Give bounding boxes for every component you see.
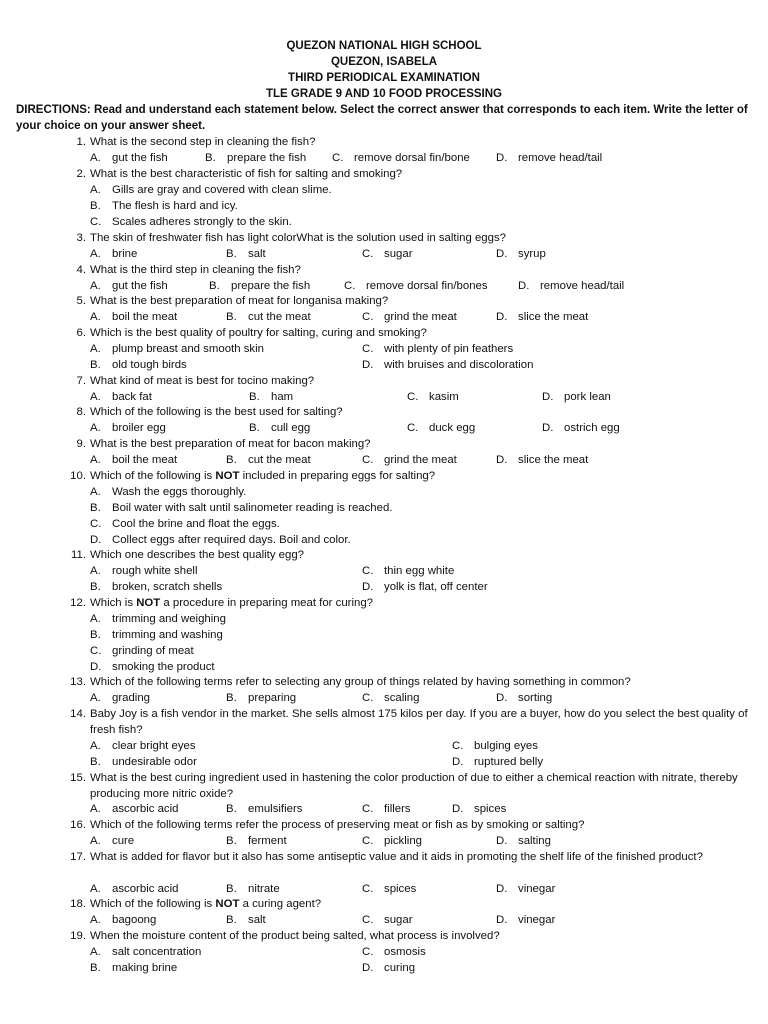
option-text: back fat bbox=[112, 391, 152, 403]
option-letter: D. bbox=[496, 311, 508, 323]
question-number: 3. bbox=[76, 232, 86, 244]
answer-option bbox=[362, 881, 416, 897]
question-text: Which of the following terms refer to selecting any group of things related by having something in common? bbox=[90, 676, 631, 688]
answer-option bbox=[362, 452, 457, 468]
answer-option bbox=[362, 801, 411, 817]
question-text: Which of the following is NOT included in preparing eggs for salting? bbox=[90, 470, 436, 482]
answer-option bbox=[362, 579, 488, 595]
question-number: 11. bbox=[71, 549, 86, 561]
answer-option bbox=[90, 563, 197, 579]
option-letter: B. bbox=[226, 914, 237, 926]
question-text: Which is the best quality of poultry for salting, curing and smoking? bbox=[90, 327, 427, 339]
question-text: Which of the following is NOT a curing agent? bbox=[90, 898, 322, 910]
option-letter: A. bbox=[90, 343, 101, 355]
answer-option bbox=[496, 912, 555, 928]
answer-option bbox=[90, 341, 264, 357]
option-text: syrup bbox=[518, 248, 546, 260]
option-text: Wash the eggs thoroughly. bbox=[112, 486, 247, 498]
answer-option bbox=[226, 690, 296, 706]
option-text: slice the meat bbox=[518, 454, 589, 466]
option-letter: C. bbox=[344, 280, 356, 292]
option-text: salting bbox=[518, 835, 551, 847]
option-text: emulsifiers bbox=[248, 803, 303, 815]
option-text: Collect eggs after required days. Boil and color. bbox=[112, 534, 351, 546]
option-text: Scales adheres strongly to the skin. bbox=[112, 216, 292, 228]
option-text: gut the fish bbox=[112, 280, 168, 292]
emphasis-not: NOT bbox=[215, 470, 240, 482]
option-letter: C. bbox=[362, 692, 374, 704]
option-letter: C. bbox=[90, 645, 102, 657]
answer-option bbox=[90, 690, 150, 706]
option-text: boil the meat bbox=[112, 311, 178, 323]
answer-option bbox=[226, 246, 266, 262]
directions bbox=[16, 102, 751, 134]
question-text: What kind of meat is best for tocino making? bbox=[90, 375, 315, 387]
option-letter: C. bbox=[90, 518, 102, 530]
option-text: spices bbox=[474, 803, 507, 815]
option-text: Cool the brine and float the eggs. bbox=[112, 518, 280, 530]
answer-option bbox=[226, 452, 311, 468]
option-text: duck egg bbox=[429, 422, 476, 434]
subject-title: TLE GRADE 9 AND 10 FOOD PROCESSING bbox=[266, 88, 502, 100]
option-text: Gills are gray and covered with clean slime. bbox=[112, 184, 332, 196]
option-text: ruptured belly bbox=[474, 756, 544, 768]
option-letter: D. bbox=[362, 962, 374, 974]
option-letter: D. bbox=[362, 581, 374, 593]
option-letter: D. bbox=[542, 422, 554, 434]
answer-option bbox=[362, 960, 415, 976]
option-text: with plenty of pin feathers bbox=[384, 343, 514, 355]
answer-option bbox=[496, 452, 588, 468]
answer-option bbox=[362, 690, 419, 706]
question-text: What is the best preparation of meat for longanisa making? bbox=[90, 295, 389, 307]
option-letter: A. bbox=[90, 692, 101, 704]
answer-option bbox=[362, 341, 513, 357]
question-text: What is the best curing ingredient used in hastening the color production of due to either a chemical reaction with nitrate, thereby producing more nitric oxide? bbox=[90, 772, 738, 800]
answer-option bbox=[90, 944, 201, 960]
option-text: grind the meat bbox=[384, 454, 457, 466]
question-text: Which of the following terms refer the process of preserving meat or fish as by smoking or salting? bbox=[90, 819, 585, 831]
answer-option bbox=[90, 912, 156, 928]
option-letter: A. bbox=[90, 391, 101, 403]
option-text: ascorbic acid bbox=[112, 803, 179, 815]
option-text: ham bbox=[271, 391, 294, 403]
option-letter: C. bbox=[362, 565, 374, 577]
option-text: cut the meat bbox=[248, 454, 311, 466]
option-text: fillers bbox=[384, 803, 411, 815]
option-text: cure bbox=[112, 835, 135, 847]
option-letter: D. bbox=[90, 661, 102, 673]
option-letter: B. bbox=[205, 152, 216, 164]
option-letter: B. bbox=[226, 803, 237, 815]
answer-option bbox=[90, 150, 168, 166]
question-text: What is added for flavor but it also has some antiseptic value and it aids in promoting the shelf life of the finished product? bbox=[90, 851, 703, 863]
question-number: 1. bbox=[76, 136, 86, 148]
option-letter: B. bbox=[226, 692, 237, 704]
option-letter: C. bbox=[362, 803, 374, 815]
option-text: remove dorsal fin/bone bbox=[354, 152, 470, 164]
option-letter: A. bbox=[90, 486, 101, 498]
option-letter: A. bbox=[90, 565, 101, 577]
answer-option bbox=[496, 150, 602, 166]
option-text: grinding of meat bbox=[112, 645, 194, 657]
option-letter: B. bbox=[226, 311, 237, 323]
answer-option bbox=[452, 754, 543, 770]
option-text: salt bbox=[248, 248, 266, 260]
option-letter: B. bbox=[90, 581, 101, 593]
question-text: What is the second step in cleaning the fish? bbox=[90, 136, 316, 148]
answer-option bbox=[496, 881, 555, 897]
option-letter: A. bbox=[90, 184, 101, 196]
answer-option bbox=[90, 754, 197, 770]
option-text: with bruises and discoloration bbox=[384, 359, 534, 371]
option-text: osmosis bbox=[384, 946, 426, 958]
option-letter: B. bbox=[249, 422, 260, 434]
option-text: trimming and weighing bbox=[112, 613, 226, 625]
option-text: remove head/tail bbox=[540, 280, 625, 292]
option-letter: B. bbox=[90, 200, 101, 212]
answer-option bbox=[452, 738, 538, 754]
option-text: ferment bbox=[248, 835, 287, 847]
option-letter: B. bbox=[90, 502, 101, 514]
option-text: remove dorsal fin/bones bbox=[366, 280, 488, 292]
question-text: Which is NOT a procedure in preparing meat for curing? bbox=[90, 597, 373, 609]
question-number: 9. bbox=[76, 438, 86, 450]
option-text: smoking the product bbox=[112, 661, 215, 673]
question-text: The skin of freshwater fish has light colorWhat is the solution used in salting eggs? bbox=[90, 232, 506, 244]
option-letter: A. bbox=[90, 803, 101, 815]
option-text: plump breast and smooth skin bbox=[112, 343, 264, 355]
option-letter: A. bbox=[90, 311, 101, 323]
option-letter: C. bbox=[407, 422, 419, 434]
option-letter: A. bbox=[90, 835, 101, 847]
option-letter: C. bbox=[452, 740, 464, 752]
directions-text: Read and understand each statement below. Select the correct answer that corresponds to each item. Write the letter of your choice on your answer sheet. bbox=[16, 104, 748, 132]
answer-option bbox=[362, 912, 413, 928]
option-text: rough white shell bbox=[112, 565, 198, 577]
question-number: 14. bbox=[70, 708, 86, 720]
answer-option bbox=[362, 563, 454, 579]
question-text: Baby Joy is a fish vendor in the market. She sells almost 175 kilos per day. If you are a buyer, how do you select the best quality of fresh fish? bbox=[90, 708, 748, 736]
answer-option bbox=[209, 278, 310, 294]
answer-option bbox=[249, 389, 293, 405]
option-letter: A. bbox=[90, 613, 101, 625]
option-letter: C. bbox=[362, 883, 374, 895]
question-number: 17. bbox=[70, 851, 86, 863]
answer-option bbox=[518, 278, 624, 294]
answer-option bbox=[249, 420, 310, 436]
option-text: cut the meat bbox=[248, 311, 311, 323]
answer-option bbox=[362, 309, 457, 325]
answer-option bbox=[362, 357, 533, 373]
option-letter: D. bbox=[452, 803, 464, 815]
option-text: salt concentration bbox=[112, 946, 202, 958]
option-text: pork lean bbox=[564, 391, 611, 403]
option-text: clear bright eyes bbox=[112, 740, 196, 752]
option-text: gut the fish bbox=[112, 152, 168, 164]
answer-option bbox=[90, 801, 178, 817]
option-text: ascorbic acid bbox=[112, 883, 179, 895]
answer-option bbox=[90, 579, 222, 595]
answer-option bbox=[90, 246, 137, 262]
option-letter: C. bbox=[362, 835, 374, 847]
answer-option bbox=[90, 738, 196, 754]
answer-option bbox=[362, 833, 422, 849]
answer-option bbox=[90, 182, 332, 198]
answer-option bbox=[496, 309, 588, 325]
option-letter: D. bbox=[496, 835, 508, 847]
answer-option bbox=[205, 150, 306, 166]
answer-option bbox=[344, 278, 488, 294]
answer-option bbox=[542, 389, 611, 405]
option-text: vinegar bbox=[518, 914, 556, 926]
answer-option bbox=[90, 484, 246, 500]
answer-option bbox=[542, 420, 620, 436]
emphasis-not: NOT bbox=[215, 898, 240, 910]
answer-option bbox=[90, 278, 168, 294]
option-letter: D. bbox=[496, 883, 508, 895]
option-letter: A. bbox=[90, 740, 101, 752]
option-letter: D. bbox=[518, 280, 530, 292]
option-letter: C. bbox=[407, 391, 419, 403]
question-text: Which of the following is the best used for salting? bbox=[90, 406, 343, 418]
question-number: 5. bbox=[76, 295, 86, 307]
answer-option bbox=[226, 912, 266, 928]
question-text: What is the best preparation of meat for bacon making? bbox=[90, 438, 371, 450]
option-text: prepare the fish bbox=[231, 280, 311, 292]
question-number: 13. bbox=[70, 676, 86, 688]
option-text: prepare the fish bbox=[227, 152, 307, 164]
question-number: 16. bbox=[70, 819, 86, 831]
option-letter: B. bbox=[249, 391, 260, 403]
option-text: sorting bbox=[518, 692, 553, 704]
school-location: QUEZON, ISABELA bbox=[330, 56, 438, 68]
option-text: sugar bbox=[384, 248, 413, 260]
answer-option bbox=[496, 833, 551, 849]
option-letter: B. bbox=[226, 454, 237, 466]
answer-option bbox=[407, 420, 475, 436]
option-letter: D. bbox=[496, 454, 508, 466]
option-letter: D. bbox=[452, 756, 464, 768]
option-letter: C. bbox=[362, 914, 374, 926]
directions-label: DIRECTIONS: bbox=[16, 104, 91, 116]
option-text: boil the meat bbox=[112, 454, 178, 466]
question-number: 12. bbox=[70, 597, 86, 609]
answer-option bbox=[90, 532, 351, 548]
option-letter: C. bbox=[362, 248, 374, 260]
answer-option bbox=[90, 214, 292, 230]
option-text: vinegar bbox=[518, 883, 556, 895]
option-letter: D. bbox=[496, 248, 508, 260]
option-letter: B. bbox=[226, 248, 237, 260]
option-letter: A. bbox=[90, 422, 101, 434]
option-text: kasim bbox=[429, 391, 459, 403]
answer-option bbox=[226, 833, 287, 849]
option-text: grading bbox=[112, 692, 150, 704]
question-text: What is the best characteristic of fish for salting and smoking? bbox=[90, 168, 403, 180]
exam-title: THIRD PERIODICAL EXAMINATION bbox=[288, 72, 480, 84]
question-number: 10. bbox=[70, 470, 86, 482]
option-text: slice the meat bbox=[518, 311, 589, 323]
option-text: old tough birds bbox=[112, 359, 187, 371]
question-number: 15. bbox=[70, 772, 86, 784]
option-letter: A. bbox=[90, 280, 101, 292]
answer-option bbox=[90, 627, 223, 643]
option-text: spices bbox=[384, 883, 417, 895]
option-text: thin egg white bbox=[384, 565, 455, 577]
option-letter: D. bbox=[496, 914, 508, 926]
option-text: ostrich egg bbox=[564, 422, 620, 434]
option-text: broken, scratch shells bbox=[112, 581, 223, 593]
option-letter: D. bbox=[542, 391, 554, 403]
option-letter: B. bbox=[90, 359, 101, 371]
option-text: bagoong bbox=[112, 914, 157, 926]
option-text: remove head/tail bbox=[518, 152, 603, 164]
answer-option bbox=[90, 420, 166, 436]
option-letter: C. bbox=[332, 152, 344, 164]
option-letter: A. bbox=[90, 454, 101, 466]
answer-option bbox=[90, 452, 177, 468]
answer-option bbox=[90, 659, 215, 675]
option-text: trimming and washing bbox=[112, 629, 223, 641]
school-name: QUEZON NATIONAL HIGH SCHOOL bbox=[286, 40, 482, 52]
option-text: curing bbox=[384, 962, 416, 974]
option-text: broiler egg bbox=[112, 422, 166, 434]
question-number: 2. bbox=[76, 168, 86, 180]
answer-option bbox=[90, 611, 226, 627]
option-text: Boil water with salt until salinometer reading is reached. bbox=[112, 502, 393, 514]
option-text: making brine bbox=[112, 962, 178, 974]
option-text: bulging eyes bbox=[474, 740, 538, 752]
question-number: 8. bbox=[76, 406, 86, 418]
emphasis-not: NOT bbox=[136, 597, 161, 609]
question-number: 19. bbox=[70, 930, 86, 942]
option-letter: A. bbox=[90, 914, 101, 926]
question-number: 4. bbox=[76, 264, 86, 276]
option-text: nitrate bbox=[248, 883, 280, 895]
option-letter: A. bbox=[90, 248, 101, 260]
answer-option bbox=[362, 944, 426, 960]
answer-option bbox=[90, 500, 392, 516]
answer-option bbox=[90, 643, 194, 659]
answer-option bbox=[496, 690, 552, 706]
option-text: sugar bbox=[384, 914, 413, 926]
answer-option bbox=[226, 309, 311, 325]
option-text: scaling bbox=[384, 692, 420, 704]
answer-option bbox=[90, 357, 187, 373]
question-number: 18. bbox=[70, 898, 86, 910]
question-text: When the moisture content of the product being salted, what process is involved? bbox=[90, 930, 500, 942]
option-letter: B. bbox=[90, 756, 101, 768]
option-letter: D. bbox=[496, 152, 508, 164]
option-text: brine bbox=[112, 248, 138, 260]
question-text: What is the third step in cleaning the fish? bbox=[90, 264, 301, 276]
option-text: grind the meat bbox=[384, 311, 457, 323]
option-letter: D. bbox=[362, 359, 374, 371]
option-text: undesirable odor bbox=[112, 756, 197, 768]
answer-option bbox=[332, 150, 470, 166]
option-letter: C. bbox=[362, 454, 374, 466]
answer-option bbox=[90, 389, 152, 405]
option-text: yolk is flat, off center bbox=[384, 581, 488, 593]
answer-option bbox=[452, 801, 506, 817]
answer-option bbox=[496, 246, 546, 262]
option-letter: A. bbox=[90, 883, 101, 895]
option-letter: C. bbox=[90, 216, 102, 228]
option-text: preparing bbox=[248, 692, 297, 704]
option-letter: D. bbox=[90, 534, 102, 546]
option-text: cull egg bbox=[271, 422, 311, 434]
answer-option bbox=[90, 198, 238, 214]
answer-option bbox=[226, 881, 280, 897]
option-letter: B. bbox=[90, 629, 101, 641]
option-letter: B. bbox=[226, 835, 237, 847]
option-letter: B. bbox=[90, 962, 101, 974]
question-text: Which one describes the best quality egg? bbox=[90, 549, 305, 561]
question-number: 6. bbox=[76, 327, 86, 339]
option-text: pickling bbox=[384, 835, 422, 847]
option-letter: C. bbox=[362, 343, 374, 355]
question-number: 7. bbox=[76, 375, 86, 387]
option-text: The flesh is hard and icy. bbox=[112, 200, 238, 212]
option-letter: A. bbox=[90, 946, 101, 958]
option-letter: D. bbox=[496, 692, 508, 704]
option-letter: B. bbox=[209, 280, 220, 292]
answer-option bbox=[226, 801, 302, 817]
answer-option bbox=[90, 833, 134, 849]
answer-option bbox=[90, 516, 280, 532]
answer-option bbox=[362, 246, 413, 262]
option-letter: C. bbox=[362, 311, 374, 323]
option-text: salt bbox=[248, 914, 266, 926]
answer-option bbox=[407, 389, 459, 405]
answer-option bbox=[90, 881, 178, 897]
option-letter: B. bbox=[226, 883, 237, 895]
option-letter: C. bbox=[362, 946, 374, 958]
answer-option bbox=[90, 960, 177, 976]
answer-option bbox=[90, 309, 177, 325]
option-letter: A. bbox=[90, 152, 101, 164]
